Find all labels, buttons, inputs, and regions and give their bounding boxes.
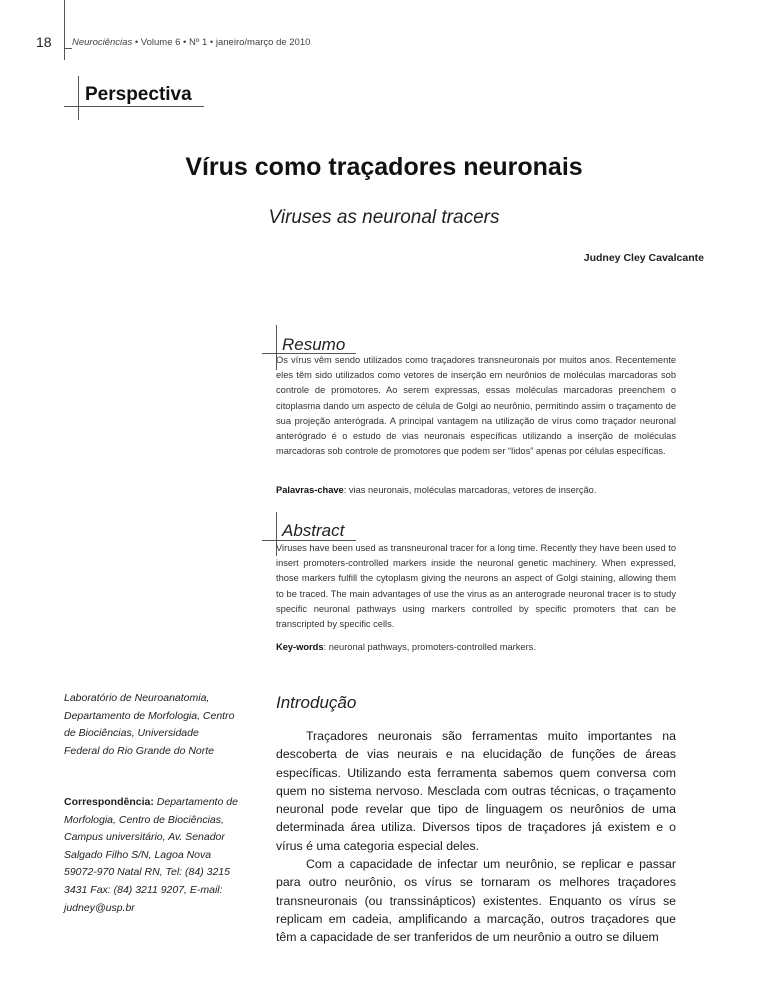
correspondence	[64, 794, 242, 917]
affiliation: Laboratório de Neuroanatomia, Departamento de Morfologia, Centro de Biociências, Universidade Federal do Rio Grande do Norte	[64, 692, 235, 757]
key-words-list: : neuronal pathways, promoters-controlled markers.	[323, 642, 536, 652]
section-label: Perspectiva	[85, 84, 192, 105]
article-subtitle: Viruses as neuronal tracers	[268, 207, 500, 228]
journal-name: Neurociências	[72, 37, 133, 48]
author-name: Judney Cley Cavalcante	[583, 252, 704, 264]
palavras-chave-label: Palavras-chave	[276, 485, 344, 495]
resumo-text: Os vírus vêm sendo utilizados como traçadores transneuronais por muitos anos. Recentemente eles têm sido utilizados como vetores de inserção em neurônios de moléculas marcadoras sob controle de promotores. Ao serem expressas, essas moléculas marcadoras preenchem o citoplasma dando um aspecto de célula de Golgi ao neurônio, permitindo assim o traçamento de sua projeção anterógrada. A principal vantagem na utilização de vírus como traçador neuronal anterógrado é o estudo de vias neuronais específicas utilizando a inserção de moléculas marcadoras sob controle de promotores que podem ser “lidos” apenas por células específicas.	[276, 355, 676, 457]
section-crop-horizontal	[64, 106, 204, 107]
running-header	[72, 37, 310, 48]
correspondence-label: Correspondência:	[64, 796, 154, 808]
issue-info: • Volume 6 • Nº 1 • janeiro/março de 2010	[132, 37, 311, 48]
header-divider	[64, 0, 65, 60]
correspondence-text: Departamento de Morfologia, Centro de Biociências, Campus universitário, Av. Senador Salgado Filho S/N, Lagoa Nova 59072-970 Natal RN, Tel: (84) 3215 3431 Fax: (84) 3211 9207, E-mail: judney@usp.br	[64, 796, 238, 914]
palavras-chave-list: : vias neuronais, moléculas marcadoras, vetores de inserção.	[343, 485, 597, 495]
section-crop-vertical	[78, 76, 79, 120]
article-title: Vírus como traçadores neuronais	[185, 153, 583, 181]
introduction-paragraph: Com a capacidade de infectar um neurônio, se replicar e passar para outro neurônio, os vírus se tornaram os melhores traçadores transneuronais (ou transsinápticos) existentes. Enquanto os vírus se replicam em cadeia, amplificando a marcação, outros traçadores que têm a capacidade de ser tranferidos de um neurônio a outro se diluem	[276, 857, 676, 945]
introduction-body	[276, 727, 676, 947]
header-rule	[64, 48, 72, 49]
introduction-heading: Introdução	[276, 693, 357, 712]
key-words-label: Key-words	[276, 642, 324, 652]
resumo-heading: Resumo	[282, 335, 346, 354]
key-words	[276, 642, 536, 652]
abstract-heading: Abstract	[282, 521, 345, 540]
palavras-chave	[276, 485, 596, 495]
abstract-text: Viruses have been used as transneuronal tracer for a long time. Recently they have been used to insert promoters-controlled markers inside the neuronal genetic machinery. When expressed, those markers fulfill the cytoplasm giving the neurons an aspect of Golgi staining, allowing them to be traced. The main advantages of use the virus as an anterograde neuronal tracer is to study specific neuronal pathways using markers controlled by specific promoters that can be transcripted by specific cells.	[276, 543, 676, 630]
introduction-paragraph: Traçadores neuronais são ferramentas muito importantes na descoberta de vias neurais e na elucidação de funções de áreas específicas. Utilizando esta ferramenta sabemos quem conversa com quem no sistema nervoso. Mesclada com outras técnicas, o traçamento neuronal pode revelar que tipo de linguagem os neurônios de uma determinada área utiliza. Diversos tipos de traçadores já existem e o vírus é uma categoria especial deles.	[276, 729, 676, 853]
page-number: 18	[36, 34, 52, 50]
